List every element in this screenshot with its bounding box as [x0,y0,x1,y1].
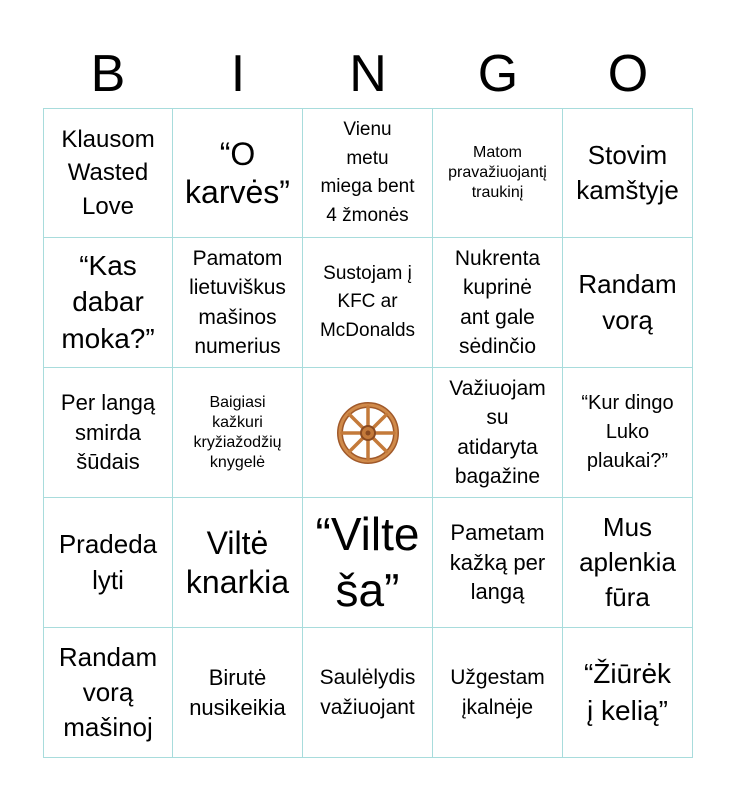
bingo-cell-4-5[interactable]: Mus aplenkia fūra [563,498,693,628]
bingo-header [43,40,693,108]
header-letter-i: I [230,45,246,103]
bingo-cell-5-2[interactable]: Birutė nusikeikia [173,628,303,758]
bingo-cell-5-3[interactable]: Saulėlydis važiuojant [303,628,433,758]
bingo-cell-free-space[interactable] [303,368,433,498]
header-letter-b: B [90,45,126,103]
bingo-cell-4-2[interactable]: Viltė knarkia [173,498,303,628]
bingo-cell-4-4[interactable]: Pametam kažką per langą [433,498,563,628]
bingo-cell-1-1[interactable]: Klausom Wasted Love [43,108,173,238]
header-letter-o: O [607,45,649,103]
bingo-cell-3-5[interactable]: “Kur dingo Luko plaukai?” [563,368,693,498]
bingo-cell-4-3[interactable]: “Vilte ša” [303,498,433,628]
bingo-cell-5-5[interactable]: “Žiūrėk į kelią” [563,628,693,758]
bingo-cell-2-3[interactable]: Sustojam į KFC ar McDonalds [303,238,433,368]
wagon-wheel-icon [336,401,400,465]
bingo-cell-1-3[interactable]: Vienu metu miega bent 4 žmonės [303,108,433,238]
bingo-cell-5-1[interactable]: Randam vorą mašinoj [43,628,173,758]
header-letter-n: N [349,45,387,103]
bingo-cell-2-4[interactable]: Nukrenta kuprinė ant gale sėdinčio [433,238,563,368]
bingo-cell-5-4[interactable]: Užgestam įkalnėje [433,628,563,758]
bingo-cell-4-1[interactable]: Pradeda lyti [43,498,173,628]
bingo-cell-3-4[interactable]: Važiuojam su atidaryta bagažine [433,368,563,498]
bingo-board [43,108,693,758]
bingo-cell-2-5[interactable]: Randam vorą [563,238,693,368]
bingo-cell-3-1[interactable]: Per langą smirda šūdais [43,368,173,498]
bingo-cell-1-2[interactable]: “O karvės” [173,108,303,238]
header-letter-g: G [477,45,519,103]
bingo-cell-1-5[interactable]: Stovim kamštyje [563,108,693,238]
bingo-cell-1-4[interactable]: Matom pravažiuojantį traukinį [433,108,563,238]
bingo-cell-3-2[interactable]: Baigiasi kažkuri kryžiažodžių knygelė [173,368,303,498]
bingo-cell-2-1[interactable]: “Kas dabar moka?” [43,238,173,368]
bingo-cell-2-2[interactable]: Pamatom lietuviškus mašinos numerius [173,238,303,368]
